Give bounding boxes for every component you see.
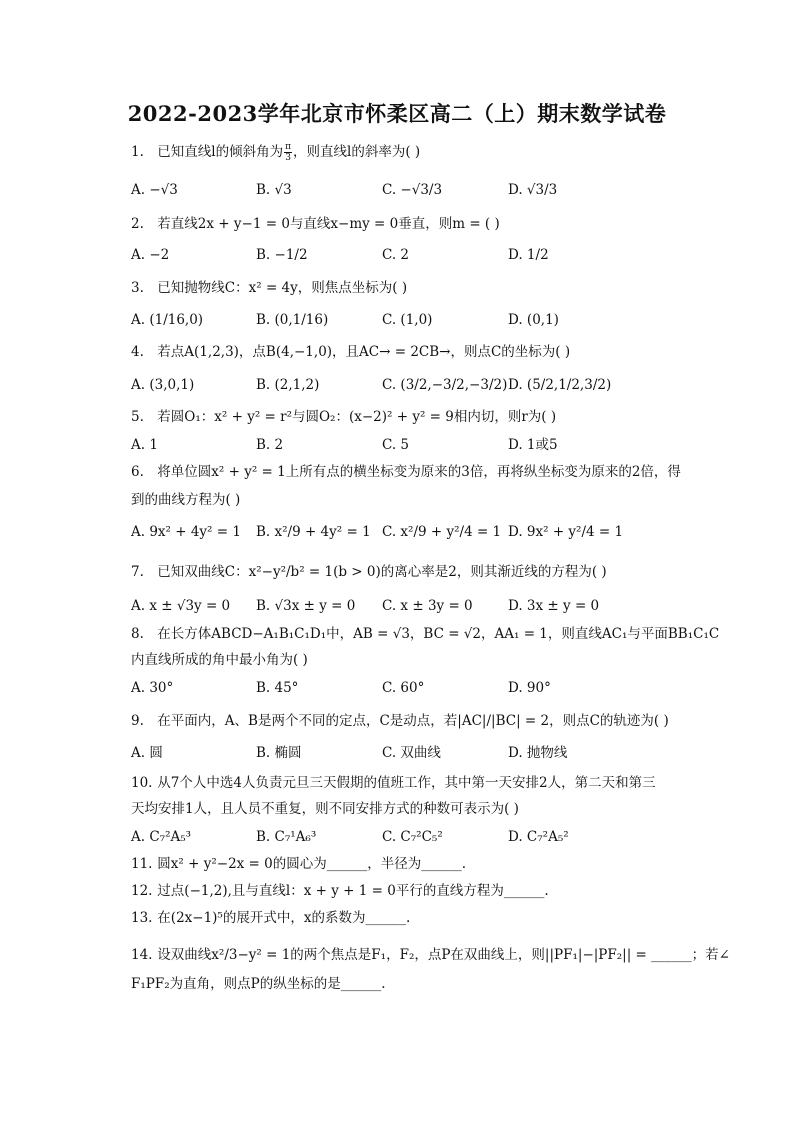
- option-d[interactable]: D. 抛物线: [508, 745, 568, 761]
- options-6: [131, 522, 711, 542]
- options-4: [131, 375, 711, 395]
- question-number: 2.: [131, 216, 144, 232]
- question-number: 12.: [131, 883, 153, 899]
- question-number: 7.: [131, 564, 144, 580]
- question-8: [131, 624, 720, 644]
- question-11: [131, 854, 699, 874]
- option-a[interactable]: A. 圆: [131, 745, 163, 761]
- question-number: 10.: [131, 775, 153, 791]
- option-d[interactable]: D. 1或5: [508, 437, 558, 453]
- question-text: 将单位圆x² + y² = 1上所有点的横坐标变为原来的3倍，再将纵坐标变为原来的2倍，得: [157, 464, 681, 480]
- question-3: [131, 278, 699, 298]
- question-9: [131, 711, 699, 731]
- option-a[interactable]: A. (3,0,1): [131, 377, 195, 393]
- question-10-cont: [131, 799, 699, 819]
- question-text: 若直线2x + y−1 = 0与直线x−my = 0垂直，则m = ( ): [157, 216, 500, 232]
- question-text: 已知双曲线C：x²−y²/b² = 1(b > 0)的离心率是2，则其渐近线的方程为( ): [157, 564, 607, 580]
- question-6: [131, 462, 699, 482]
- option-b[interactable]: B. √3: [256, 182, 292, 198]
- option-d[interactable]: D. √3/3: [508, 182, 558, 198]
- question-text-cont: 到的曲线方程为( ): [131, 492, 241, 508]
- question-5: [131, 407, 699, 427]
- option-d[interactable]: D. 3x ± y = 0: [508, 598, 600, 614]
- question-number: 4.: [131, 344, 144, 360]
- question-number: 14.: [131, 947, 153, 963]
- question-1: [131, 142, 699, 163]
- question-text-cont: F₁PF₂为直角，则点P的纵坐标的是______.: [131, 976, 386, 992]
- question-text: 过点(−1,2),且与直线l：x + y + 1 = 0平行的直线方程为______.: [157, 883, 549, 899]
- question-text-cont: 内直线所成的角中最小角为( ): [131, 652, 308, 668]
- question-text: 从7个人中选4人负责元旦三天假期的值班工作，其中第一天安排2人，第二天和第三: [157, 775, 656, 791]
- option-c[interactable]: C. 5: [382, 437, 410, 453]
- option-a[interactable]: A. C₇²A₅³: [131, 829, 192, 845]
- question-text: 在长方体ABCD−A₁B₁C₁D₁中，AB = √3，BC = √2，AA₁ = 1，则直线AC₁与平面BB₁C₁C: [157, 626, 720, 642]
- question-text-cont: 天均安排1人，且人员不重复，则不同安排方式的种数可表示为( ): [131, 801, 519, 817]
- option-a[interactable]: A. 1: [131, 437, 158, 453]
- option-c[interactable]: C. 双曲线: [382, 745, 441, 761]
- option-b[interactable]: B. (2,1,2): [256, 377, 320, 393]
- option-a[interactable]: A. −2: [131, 247, 170, 263]
- fraction: [284, 142, 292, 163]
- question-number: 1.: [131, 144, 144, 160]
- option-c[interactable]: C. (3/2,−3/2,−3/2): [382, 377, 508, 393]
- option-c[interactable]: C. −√3/3: [382, 182, 443, 198]
- option-a[interactable]: A. 30°: [131, 680, 174, 696]
- option-a[interactable]: A. x ± √3y = 0: [131, 598, 231, 614]
- option-d[interactable]: D. 90°: [508, 680, 551, 696]
- question-text: 在(2x−1)⁵的展开式中，x的系数为______.: [157, 910, 411, 926]
- page-title: 2022-2023学年北京市怀柔区高二（上）期末数学试卷: [127, 101, 667, 126]
- option-c[interactable]: C. C₇²C₅²: [382, 829, 443, 845]
- question-4: [131, 342, 699, 362]
- option-b[interactable]: B. 2: [256, 437, 284, 453]
- options-9: [131, 743, 711, 763]
- question-12: [131, 881, 699, 901]
- options-2: [131, 245, 711, 265]
- option-c[interactable]: C. x ± 3y = 0: [382, 598, 473, 614]
- question-8-cont: [131, 650, 699, 670]
- option-d[interactable]: D. 1/2: [508, 247, 549, 263]
- options-7: [131, 596, 711, 616]
- question-6-cont: [131, 490, 699, 510]
- question-number: 13.: [131, 910, 153, 926]
- question-text: 若圆O₁：x² + y² = r²与圆O₂：(x−2)² + y² = 9相内切，则r为( ): [157, 409, 557, 425]
- fraction-denominator: 3: [285, 153, 291, 163]
- question-13: [131, 908, 699, 928]
- fraction-numerator: π: [285, 142, 292, 152]
- question-14-cont: [131, 974, 699, 994]
- option-d[interactable]: D. (5/2,1/2,3/2): [508, 377, 612, 393]
- option-d[interactable]: D. 9x² + y²/4 = 1: [508, 524, 624, 540]
- option-a[interactable]: A. 9x² + 4y² = 1: [131, 524, 241, 540]
- question-2: [131, 214, 699, 234]
- question-7: [131, 562, 699, 582]
- option-c[interactable]: C. x²/9 + y²/4 = 1: [382, 524, 502, 540]
- option-d[interactable]: D. C₇²A₅²: [508, 829, 569, 845]
- options-1: [131, 180, 711, 200]
- question-number: 8.: [131, 626, 144, 642]
- option-b[interactable]: B. √3x ± y = 0: [256, 598, 356, 614]
- question-text: 若点A(1,2,3)，点B(4,−1,0)，且AC→ = 2CB→，则点C的坐标为( ): [157, 344, 571, 360]
- option-a[interactable]: A. −√3: [131, 182, 178, 198]
- option-b[interactable]: B. C₇¹A₆³: [256, 829, 317, 845]
- question-text-cont: ，则直线l的斜率为( ): [293, 144, 421, 160]
- option-b[interactable]: B. 椭圆: [256, 745, 302, 761]
- option-d[interactable]: D. (0,1): [508, 312, 559, 328]
- options-5: [131, 435, 711, 455]
- options-3: [131, 310, 711, 330]
- question-number: 3.: [131, 280, 144, 296]
- question-number: 5.: [131, 409, 144, 425]
- option-b[interactable]: B. 45°: [256, 680, 299, 696]
- question-text: 已知抛物线C：x² = 4y，则焦点坐标为( ): [157, 280, 408, 296]
- option-c[interactable]: C. 2: [382, 247, 410, 263]
- option-b[interactable]: B. (0,1/16): [256, 312, 329, 328]
- question-number: 9.: [131, 713, 144, 729]
- question-text: 已知直线l的倾斜角为: [157, 144, 284, 160]
- question-10: [131, 773, 699, 793]
- question-text: 在平面内，A、B是两个不同的定点，C是动点，若|AC|/|BC| = 2，则点C的轨迹为( ): [157, 713, 669, 729]
- question-text: 设双曲线x²/3−y² = 1的两个焦点是F₁，F₂，点P在双曲线上，则||PF₁|−|PF₂|| = ______；若∠: [157, 947, 730, 963]
- options-8: [131, 678, 711, 698]
- option-c[interactable]: C. (1,0): [382, 312, 433, 328]
- question-number: 11.: [131, 856, 153, 872]
- question-text: 圆x² + y²−2x = 0的圆心为______，半径为______.: [157, 856, 467, 872]
- option-a[interactable]: A. (1/16,0): [131, 312, 204, 328]
- option-b[interactable]: B. −1/2: [256, 247, 308, 263]
- option-b[interactable]: B. x²/9 + 4y² = 1: [256, 524, 371, 540]
- option-c[interactable]: C. 60°: [382, 680, 425, 696]
- question-number: 6.: [131, 464, 144, 480]
- question-14: [131, 945, 730, 965]
- options-10: [131, 827, 711, 847]
